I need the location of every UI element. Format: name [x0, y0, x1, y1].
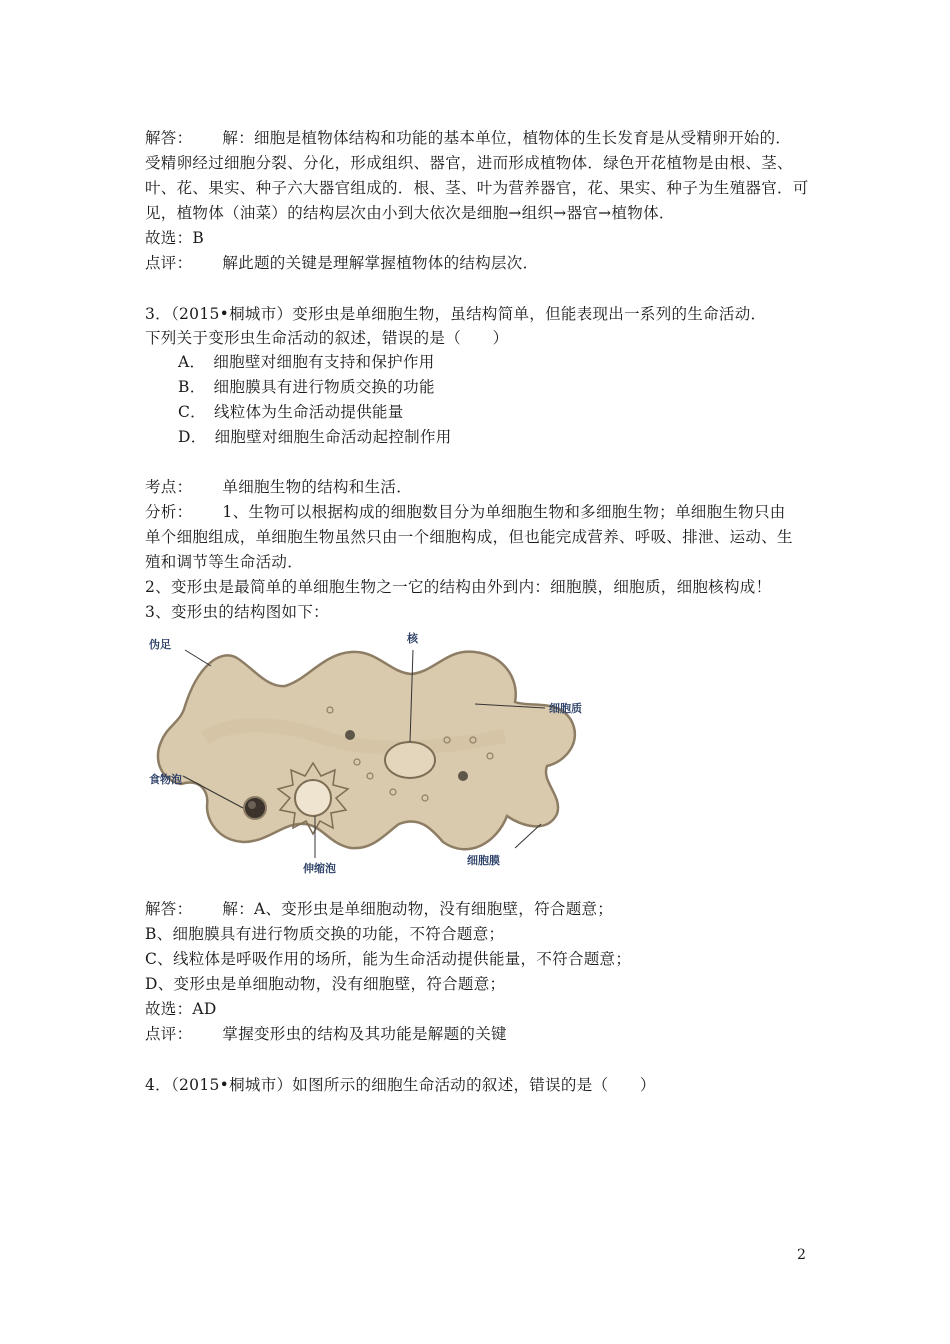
q3-analysis-line-1: 分析： 1、生物可以根据构成的细胞数目分为单细胞生物和多细胞生物；单细胞生物只由 — [145, 503, 786, 521]
amoeba-diagram — [145, 628, 605, 878]
q3-option-d: D． 细胞壁对细胞生命活动起控制作用 — [178, 428, 452, 446]
label-pseudopod: 伪足 — [149, 638, 171, 651]
q3-kaodian-label: 考点： — [145, 478, 193, 496]
q3-analysis-line-3: 殖和调节等生命活动． — [145, 553, 304, 571]
nucleus — [385, 742, 435, 778]
granule — [458, 771, 468, 781]
page-number: 2 — [797, 1247, 806, 1263]
q3-choice: 故选：AD — [145, 1000, 217, 1018]
q3-option-b: B． 细胞膜具有进行物质交换的功能 — [178, 378, 435, 396]
q3-kaodian: 考点： 单细胞生物的结构和生活． — [145, 478, 413, 496]
q2-answer-line-1: 解答： 解：细胞是植物体结构和功能的基本单位，植物体的生长发育是从受精卵开始的． — [145, 129, 792, 147]
label-membrane: 细胞膜 — [467, 854, 500, 867]
q2-answer-line-4: 见，植物体（油菜）的结构层次由小到大依次是细胞→组织→器官→植物体． — [145, 204, 675, 222]
q4-stem: 4．（2015•桐城市）如图所示的细胞生命活动的叙述，错误的是（ ） — [145, 1076, 656, 1094]
q3-comment: 点评： 掌握变形虫的结构及其功能是解题的关键 — [145, 1025, 507, 1043]
q2-comment-label: 点评： — [145, 254, 193, 272]
q3-analysis-line-4: 2、变形虫是最简单的单细胞生物之一它的结构由外到内：细胞膜，细胞质，细胞核构成！ — [145, 578, 772, 596]
q3-analysis-label: 分析： — [145, 503, 193, 521]
q3-comment-label: 点评： — [145, 1025, 193, 1043]
label-nucleus: 核 — [407, 632, 418, 645]
q3-answer-line-1: 解答： 解：A、变形虫是单细胞动物，没有细胞壁，符合题意； — [145, 900, 614, 918]
q3-option-c: C． 线粒体为生命活动提供能量 — [178, 403, 404, 421]
q3-answer-line-3: C、线粒体是呼吸作用的场所，能为生命活动提供能量，不符合题意； — [145, 950, 632, 968]
q2-choice: 故选：B — [145, 229, 205, 247]
q3-analysis-line-5: 3、变形虫的结构图如下： — [145, 603, 329, 621]
q3-analysis-line-2: 单个细胞组成，单细胞生物虽然只由一个细胞构成，但也能完成营养、呼吸、排泄、运动、生 — [145, 528, 793, 546]
q2-answer-label: 解答： — [145, 129, 193, 147]
q3-answer-line-4: D、变形虫是单细胞动物，没有细胞壁，符合题意； — [145, 975, 506, 993]
q3-option-a: A． 细胞壁对细胞有支持和保护作用 — [178, 353, 435, 371]
q2-answer-line-2: 受精卵经过细胞分裂、分化，形成组织、器官，进而形成植物体．绿色开花植物是由根、茎、 — [145, 154, 793, 172]
label-food-vacuole: 食物泡 — [149, 773, 182, 786]
food-vacuole — [244, 797, 266, 819]
q3-stem-line-2: 下列关于变形虫生命活动的叙述，错误的是（ ） — [145, 329, 509, 347]
q3-answer-line-2: B、细胞膜具有进行物质交换的功能，不符合题意； — [145, 925, 505, 943]
q3-stem-line-1: 3．（2015•桐城市）变形虫是单细胞生物，虽结构简单，但能表现出一系列的生命活动． — [145, 305, 767, 323]
q2-answer-line-3: 叶、花、果实、种子六大器官组成的．根、茎、叶为营养器官，花、果实、种子为生殖器官．可 — [145, 179, 809, 197]
label-contractile-vacuole: 伸缩泡 — [303, 862, 336, 875]
granule — [345, 730, 355, 740]
q3-answer-label: 解答： — [145, 900, 193, 918]
label-cytoplasm: 细胞质 — [549, 702, 582, 715]
q2-comment: 点评： 解此题的关键是理解掌握植物体的结构层次． — [145, 254, 539, 272]
